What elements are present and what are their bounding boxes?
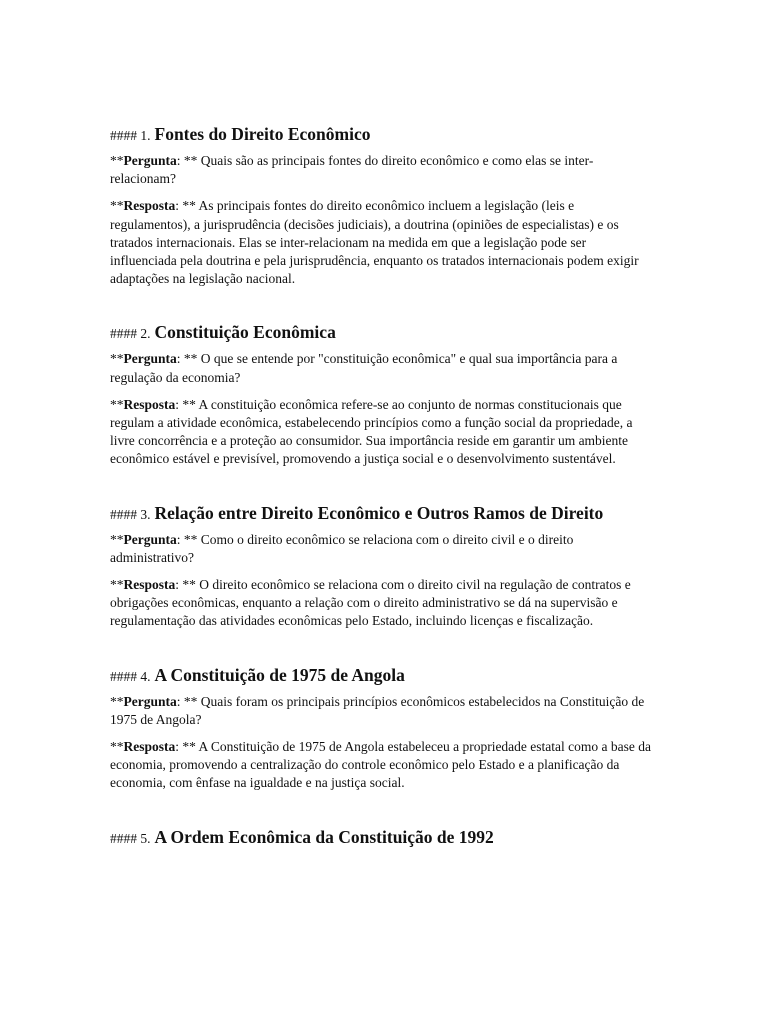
heading-prefix: #### 3. <box>110 506 151 522</box>
section-heading <box>110 322 655 344</box>
document-page <box>110 124 655 855</box>
answer-label: Resposta <box>123 739 176 755</box>
answer-label: Resposta <box>123 577 176 593</box>
heading-prefix: #### 1. <box>110 128 151 143</box>
answer-stars: ** <box>110 396 124 412</box>
heading-prefix: #### 5. <box>110 830 151 846</box>
answer-stars: ** <box>110 739 124 755</box>
section-heading <box>110 827 655 849</box>
answer-text: : ** As principais fontes do direito econômico incluem a legislação (leis e regulamentos), a jurisprudência (decisões judiciais), a doutrina (opiniões de especialistas) e os tratados internacionais. Elas se inter-relacionam na medida em que a legislação pode ser influenciada pela doutrina e pela jurisprudência, enquanto os tratados internacionais podem exigir adaptações na legislação nacional. <box>110 198 639 287</box>
question-paragraph <box>110 531 655 567</box>
answer-paragraph <box>110 396 655 469</box>
answer-stars: ** <box>110 198 124 214</box>
heading-title: A Ordem Econômica da Constituição de 1992 <box>154 826 494 847</box>
question-stars: ** <box>110 153 124 168</box>
question-paragraph <box>110 693 655 729</box>
question-stars: ** <box>110 351 124 367</box>
section-3 <box>110 503 655 631</box>
question-text: : ** Quais foram os principais princípios econômicos estabelecidos na Constituição de 1975 de Angola? <box>110 693 645 727</box>
question-label: Pergunta <box>123 693 177 709</box>
heading-title: Constituição Econômica <box>154 322 336 343</box>
question-paragraph <box>110 350 655 386</box>
question-label: Pergunta <box>123 531 177 547</box>
heading-prefix: #### 4. <box>110 668 151 684</box>
answer-paragraph <box>110 576 655 631</box>
question-label: Pergunta <box>123 351 177 367</box>
answer-label: Resposta <box>123 396 176 412</box>
heading-prefix: #### 2. <box>110 326 151 342</box>
section-1 <box>110 124 655 288</box>
heading-title: Fontes do Direito Econômico <box>154 124 371 144</box>
answer-paragraph <box>110 197 655 288</box>
heading-title: A Constituição de 1975 de Angola <box>154 664 405 685</box>
section-5 <box>110 827 655 849</box>
section-heading <box>110 503 655 525</box>
question-text: : ** Como o direito econômico se relaciona com o direito civil e o direito administrativo? <box>110 531 574 565</box>
section-4 <box>110 665 655 793</box>
question-paragraph <box>110 152 655 188</box>
section-heading <box>110 124 655 146</box>
question-text: : ** Quais são as principais fontes do direito econômico e como elas se inter-relacionam? <box>110 153 594 187</box>
answer-text: : ** O direito econômico se relaciona com o direito civil na regulação de contratos e obrigações econômicas, enquanto a relação com o direito administrativo se dá na supervisão e regulamentação das atividades econômicas pelo Estado, incluindo licenças e fiscalização. <box>110 577 631 629</box>
answer-paragraph <box>110 738 655 793</box>
question-label: Pergunta <box>123 153 177 168</box>
question-text: : ** O que se entende por "constituição econômica" e qual sua importância para a regulação da economia? <box>110 351 618 385</box>
heading-title: Relação entre Direito Econômico e Outros Ramos de Direito <box>154 502 604 523</box>
answer-text: : ** A Constituição de 1975 de Angola estabeleceu a propriedade estatal como a base da economia, promovendo a centralização do controle econômico pelo Estado e a planificação da economia, com ênfase na igualdade e na justiça social. <box>110 739 651 791</box>
section-heading <box>110 665 655 687</box>
answer-text: : ** A constituição econômica refere-se ao conjunto de normas constitucionais que regulam a atividade econômica, estabelecendo princípios como a função social da propriedade, a livre concorrência e a proteção ao consumidor. Sua importância reside em garantir um ambiente econômico estável e previsível, promovendo a justiça social e o desenvolvimento sustentável. <box>110 396 633 467</box>
section-2 <box>110 322 655 468</box>
answer-label: Resposta <box>123 198 176 214</box>
question-stars: ** <box>110 693 124 709</box>
answer-stars: ** <box>110 577 124 593</box>
question-stars: ** <box>110 531 124 547</box>
